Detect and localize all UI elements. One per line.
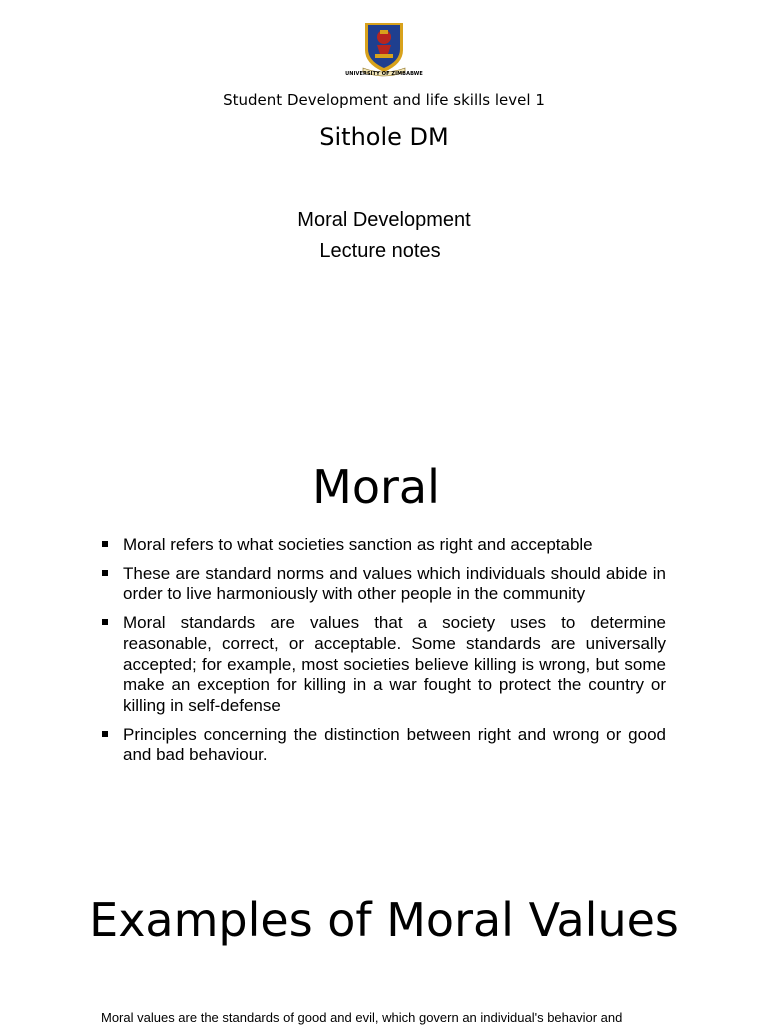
bullet-text: These are standard norms and values which individuals should abide in order to live harmoniously with other people in the community (123, 563, 666, 604)
bullet-square-icon (102, 619, 108, 625)
moral-bullet-list (100, 535, 666, 774)
list-item (100, 535, 666, 556)
bullet-text: Principles concerning the distinction between right and wrong or good and bad behaviour. (123, 724, 666, 765)
moral-heading: Moral (312, 460, 440, 514)
examples-heading: Examples of Moral Values (89, 893, 679, 947)
examples-intro-text: Moral values are the standards of good and evil, which govern an individual's behavior and (101, 1010, 623, 1025)
list-item (100, 564, 666, 605)
crest-caption: UNIVERSITY OF ZIMBABWE (345, 71, 423, 77)
lecture-subtitle: Lecture notes (319, 240, 441, 262)
topic-title: Moral Development (297, 209, 471, 231)
list-item (100, 725, 666, 766)
bullet-text: Moral standards are values that a society uses to determine reasonable, correct, or acceptable. Some standards are universally accepted; for example, most societies believe killing is wrong, but some make an exception for killing in a war fought to protect the country or killing in self-defense (123, 613, 666, 715)
course-title: Student Development and life skills level 1 (223, 91, 545, 109)
author-name: Sithole DM (319, 123, 449, 151)
bullet-square-icon (102, 541, 108, 547)
bullet-square-icon (102, 731, 108, 737)
bullet-text: Moral refers to what societies sanction as right and acceptable (123, 535, 593, 554)
list-item (100, 613, 666, 717)
bullet-square-icon (102, 570, 108, 576)
